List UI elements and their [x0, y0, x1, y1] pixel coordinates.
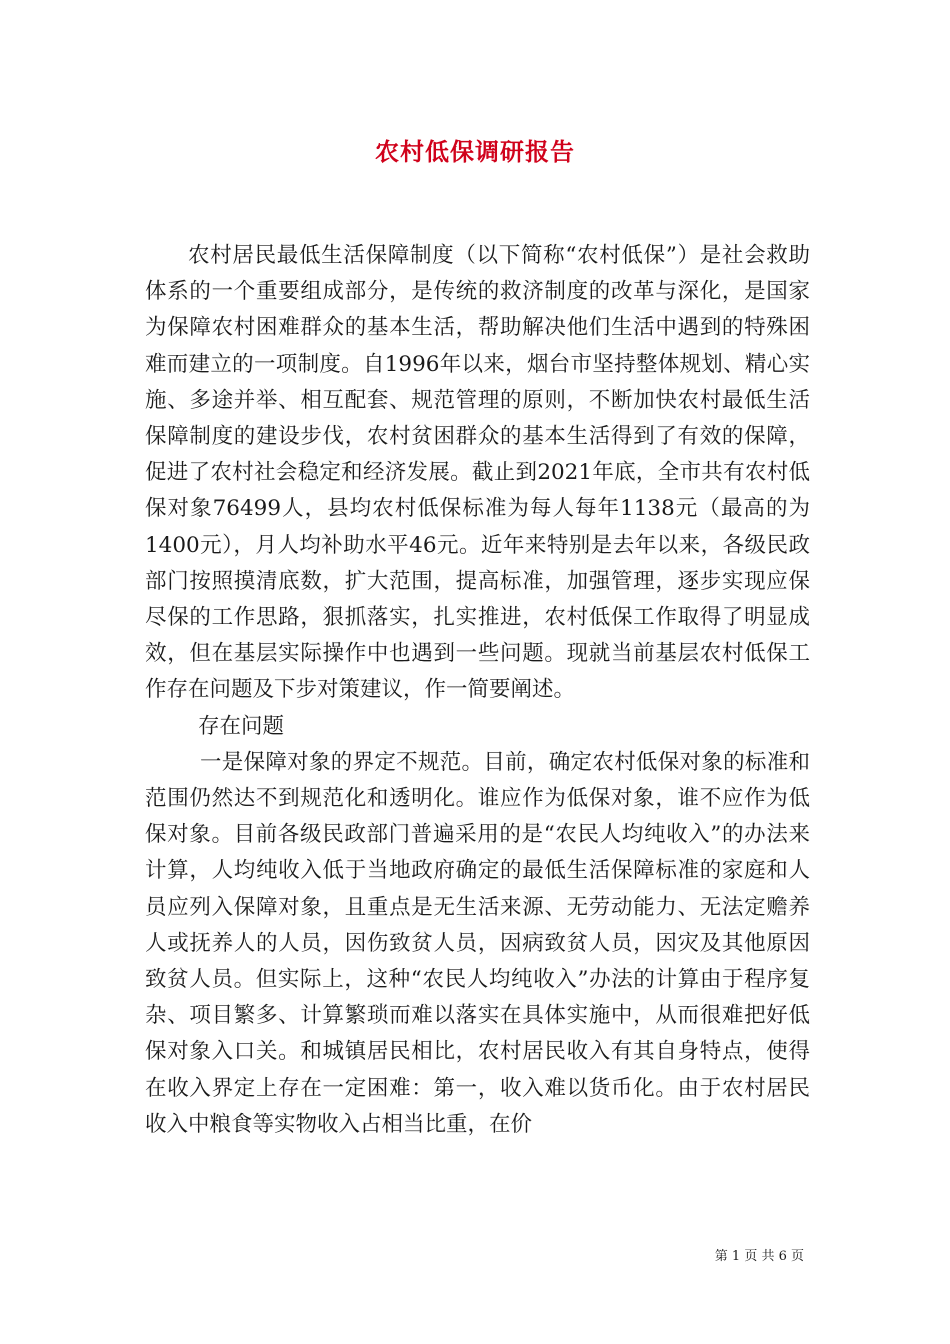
document-body — [145, 238, 810, 1143]
problem-one-paragraph: 一是保障对象的界定不规范。目前，确定农村低保对象的标准和范围仍然达不到规范化和透明化。谁应作为低保对象，谁不应作为低保对象。目前各级民政部门普遍采用的是“农民人均纯收入”的办法来计算，人均纯收入低于当地政府确定的最低生活保障标准的家庭和人员应列入保障对象，且重点是无生活来源、无劳动能力、无法定赡养人或抚养人的人员，因伤致贫人员，因病致贫人员，因灾及其他原因致贫人员。但实际上，这种“农民人均纯收入”办法的计算由于程序复杂、项目繁多、计算繁琐而难以落实在具体实施中，从而很难把好低保对象入口关。和城镇居民相比，农村居民收入有其自身特点，使得在收入界定上存在一定困难：第一，收入难以货币化。由于农村居民收入中粮食等实物收入占相当比重，在价 — [145, 749, 810, 1137]
page-number-footer: 第 1 页 共 6 页 — [714, 1249, 804, 1264]
section-heading-problems: 存在问题 — [198, 713, 285, 739]
document-title: 农村低保调研报告 — [375, 137, 575, 166]
intro-paragraph: 农村居民最低生活保障制度（以下简称“农村低保”）是社会救助体系的一个重要组成部分，是传统的救济制度的改革与深化，是国家为保障农村困难群众的基本生活，帮助解决他们生活中遇到的特殊困难而建立的一项制度。自1996年以来，烟台市坚持整体规划、精心实施、多途并举、相互配套、规范管理的原则，不断加快农村最低生活保障制度的建设步伐，农村贫困群众的基本生活得到了有效的保障，促进了农村社会稳定和经济发展。截止到2021年底，全市共有农村低保对象76499人，县均农村低保标准为每人每年1138元（最高的为1400元），月人均补助水平46元。近年来特别是去年以来，各级民政部门按照摸清底数，扩大范围，提高标准，加强管理，逐步实现应保尽保的工作思路，狠抓落实，扎实推进，农村低保工作取得了明显成效，但在基层实际操作中也遇到一些问题。现就当前基层农村低保工作存在问题及下步对策建议，作一简要阐述。 — [145, 243, 810, 703]
